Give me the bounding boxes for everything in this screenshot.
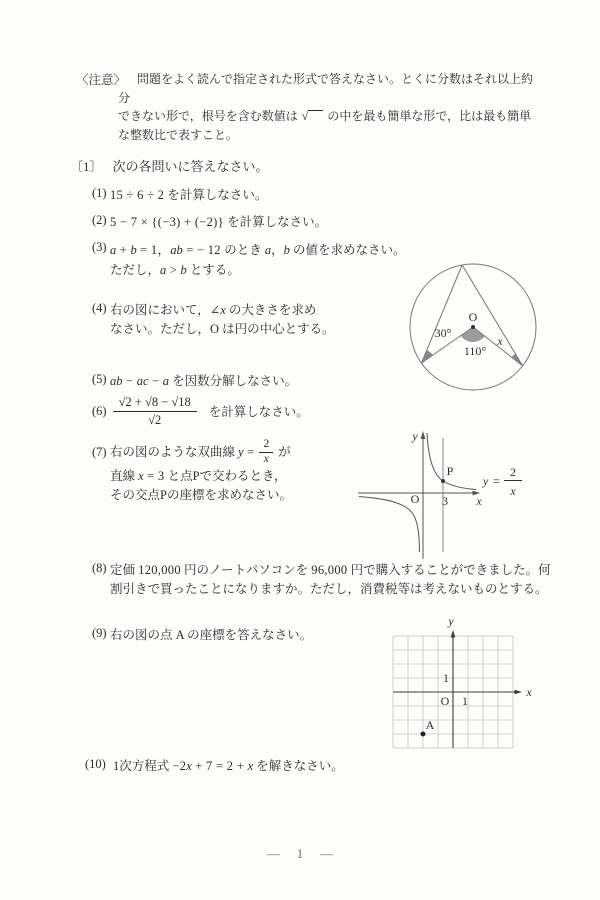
text-run: 右の図の点 A の座標を答えなさい。 [110,628,313,642]
text-run: 右の図において，∠ [110,303,221,317]
fraction-numerator: √2 + √8 − √18 [118,395,191,410]
question-7-line-1-prefix [110,443,254,462]
text-run: とする。 [186,263,240,277]
question-9-text [110,626,312,645]
text-run: ただし， [110,263,161,277]
coordinate-grid [391,610,545,760]
text-run: と点Pで交わるとき， [164,469,287,483]
point-a-dot [421,732,426,737]
question-7-fraction [259,438,273,465]
question-10-number: (10) [85,757,106,771]
text-run: を解きなさい。 [253,759,344,773]
x-axis-label: x [476,494,482,508]
text-run: ab [170,243,183,257]
text-run: 円のノートパソコンを [180,563,312,577]
text-run: = 3 [143,469,165,483]
notice-label: 〈注意〉 [76,73,127,87]
point-p-label: P [446,464,454,478]
text-run: 5 − 7 × {(−3) + (−2)} [110,215,224,229]
text-run: 円で購入することができました。何 [347,563,551,577]
text-run: 定価 [110,563,139,577]
point-a-label: A [425,718,435,732]
text-run: + 7 = 2 + [191,759,248,773]
text-run: x [220,303,226,317]
y-axis-label: y [448,614,454,628]
text-run: が [278,444,291,459]
question-7-text-line-2 [110,467,292,486]
notice-line-3-text: な整数比で表すこと。 [118,127,239,142]
question-8-number: (8) [92,561,107,575]
text-run: の値を求めなさい。 [289,243,406,257]
question-1 [92,186,267,205]
section-number: 〔1〕 [70,159,103,174]
text-run: 15 ÷ 6 ÷ 2 [110,188,165,202]
hyperbola-branch-q1 [427,433,476,490]
text-run: を因数分解しなさい。 [168,374,298,388]
question-6-fraction [113,394,197,428]
notice-line-1 [118,70,538,107]
x-tick-1-label: 1 [462,694,468,708]
text-run: = 1， [136,243,171,257]
radical-sign: √ [301,109,309,123]
text-run: = [243,444,255,459]
question-4-number: (4) [92,301,107,315]
text-run: ac [136,374,149,388]
text-run: −2 [172,759,187,773]
circle-diagram [407,258,541,396]
notice-text [118,70,538,144]
text-run: a [162,374,169,388]
question-6-text [209,402,309,420]
text-run: 右の図のような双曲線 [110,444,239,459]
question-3-number: (3) [92,240,107,254]
center-dot [471,325,475,329]
equation-denominator: x [510,484,516,498]
question-5-number: (5) [92,372,107,386]
question-9-number: (9) [92,626,107,640]
question-8-text-line-2 [110,580,551,599]
question-5 [92,372,297,391]
question-2-number: (2) [92,213,107,227]
question-4 [92,301,335,339]
question-7-text-line-1 [110,437,292,467]
notice-line-2-text-b: の中を最も簡単な形で，比は最も簡単 [327,109,532,123]
point-p-dot [441,479,445,483]
text-run: を計算しなさい。 [223,215,328,229]
y-tick-1-label: 1 [443,671,449,685]
fraction-denominator: √2 [113,411,197,428]
hyperbola-graph [356,426,542,564]
question-4-text-line-1 [110,301,335,320]
question-6-number: (6) [92,403,107,418]
y-axis-label: y [412,429,418,443]
equation-equals: = [493,474,500,488]
question-4-text-line-2 [110,320,335,339]
text-run: b [180,263,187,277]
section-heading [70,156,269,175]
text-run: なさい。ただし，O は円の中心とする。 [110,322,335,336]
fraction-numerator: 2 [263,438,270,451]
grid-figure [391,610,545,760]
text-run: の大きさを求め [225,303,317,317]
x-axis-label: x [526,685,532,699]
question-7-line-1-suffix [278,443,291,462]
question-3-text-line-1 [110,240,406,260]
question-5-text [110,372,297,391]
text-run: 96,000 [311,563,348,577]
text-run: b [283,243,290,257]
equation-y: y [483,474,489,488]
text-run: を計算しなさい。 [208,405,309,419]
text-run: b [130,243,137,257]
text-run: 直線 [110,469,139,483]
angle-110-label: 110° [463,344,487,358]
question-1-text [110,186,267,205]
angle-x-label: x [497,334,503,348]
text-run: x [138,469,144,483]
question-3-text-line-2 [110,260,406,280]
text-run: = − 12 [182,243,225,257]
text-run: ab [110,374,123,388]
angle-30-label: 30° [434,326,452,340]
text-run: > [166,263,181,277]
notice-line-2-text-a: できない形で，根号を含む数値は [118,109,298,123]
origin-label: O [440,694,450,708]
text-run: x [247,759,254,773]
question-7-number: (7) [92,445,107,459]
question-10 [85,757,344,776]
question-3 [92,240,406,280]
text-run: 1次方程式 [113,759,173,773]
page-number: — 1 — [267,847,333,861]
question-1-number: (1) [92,186,107,200]
question-2-text [110,213,327,232]
origin-label: O [410,492,420,506]
question-9 [92,626,312,645]
equation-numerator: 2 [510,465,516,479]
hyperbola-figure [356,426,542,564]
notice-line-1-text: 問題をよく読んで指定された形式で答えなさい。とくに分数はそれ以上約分 [118,72,534,105]
text-run: x [186,759,192,773]
question-8 [92,561,551,599]
text-run: y [238,444,244,459]
center-label: O [468,310,478,324]
text-run: 120,000 [138,563,181,577]
central-angle-wedge [461,327,485,342]
text-run: a [110,243,117,257]
notice-line-2 [118,107,538,126]
circle-figure [407,258,541,396]
section-title: 次の各問いに答えなさい。 [112,159,269,174]
text-run: − [122,374,137,388]
text-run: a [160,263,167,277]
text-run: 割引きで買ったことになりますか。ただし，消費税等は考えないものとする。 [110,582,548,596]
text-run: ， [271,243,284,257]
question-2 [92,213,327,232]
y-axis-arrow [451,630,456,638]
text-run: − [148,374,163,388]
radical-vinculum [308,110,323,122]
y-axis-arrow [421,431,426,439]
question-7 [92,437,292,505]
text-run: を計算しなさい。 [164,188,268,202]
text-run: のとき [224,243,265,257]
text-run: + [116,243,131,257]
text-run: a [264,243,272,257]
x-axis-arrow [515,690,523,695]
question-10-text [113,757,344,776]
question-7-text-line-3 [110,486,292,505]
question-6 [92,395,309,427]
notice-line-3 [118,126,538,145]
tick-3-label: 3 [442,494,448,508]
text-run: その交点Pの座標を求めなさい。 [110,488,292,502]
fraction-denominator: x [259,452,273,466]
